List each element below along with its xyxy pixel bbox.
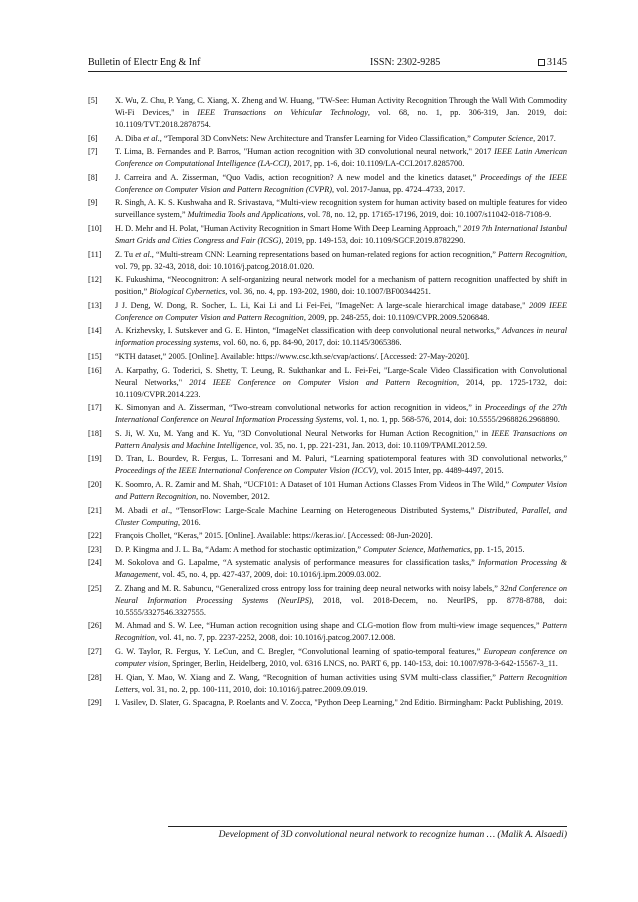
reference-text: , 2009, pp. 248-255, doi: 10.1109/CVPR.2009.5206848. [303,312,490,322]
reference-venue: Biological Cybernetics [149,287,226,297]
reference-item [88,274,567,298]
reference-venue: Pattern Recognition [498,249,565,259]
reference-text: T. Lima, B. Fernandes and P. Barros, "Human action recognition with 3D convolutional neural network," 2017 [115,147,495,157]
reference-text: ., “Multi-stream CNN: Learning representations based on human-related regions for action recognition,” [149,249,499,259]
reference-text: , vol. 2015 Inter, pp. 4489-4497, 2015. [376,466,504,476]
reference-item [88,620,567,644]
reference-venue: Multimedia Tools and Applications [187,210,304,220]
reference-text: K. Soomro, A. R. Zamir and M. Shah, “UCF101: A Dataset of 101 Human Actions Classes From Videos in The Wild,” [115,479,512,489]
reference-text: I. Vasilev, D. Slater, G. Spacagna, P. Roelants and V. Zocca, "Python Deep Learning," 2nd Editio. Birmingham: Packt Publishing, 2019. [115,698,564,708]
reference-item [88,646,567,670]
reference-number: [28] [88,672,102,682]
reference-text: S. Ji, W. Xu, M. Yang and K. Yu, "3D Convolutional Neural Networks for Human Action Recognition," in [115,428,492,438]
reference-text: , no. November, 2012. [196,491,270,501]
reference-venue: IEEE Transactions on Vehicular Technology [197,108,368,117]
reference-item [88,428,567,452]
reference-number: [27] [88,647,102,657]
reference-text: Z. Tu [115,249,136,259]
reference-text: M. Abadi [115,505,152,515]
reference-item [88,365,567,401]
reference-text: M. Sokolova and G. Lapalme, “A systematic analysis of performance measures for classification tasks,” [115,558,479,568]
reference-text: J. Carreira and A. Zisserman, “Quo Vadis, action recognition? A new model and the kinetics dataset,” [115,172,481,182]
reference-item [88,351,567,363]
reference-text: , pp. 1-15, 2015. [470,544,525,554]
reference-item [88,544,567,556]
reference-text: , 2017, pp. 1-6, doi: 10.1109/LA-CCI.2017.8285700. [289,159,465,169]
reference-number: [23] [88,544,102,554]
reference-item [88,249,567,273]
reference-text: ., “Temporal 3D ConvNets: New Architecture and Transfer Learning for Video Classification,” [157,133,473,143]
reference-item [88,223,567,247]
reference-text: R. Singh, A. K. S. Kushwaha and R. Srivastava, “Multi-view recognition system for human activity based on multiple features for video surveillance system,” [115,198,567,220]
reference-item [88,300,567,324]
reference-text: H. Qian, Y. Mao, W. Xiang and Z. Wang, “Recognition of human activities using SVM multi-class classifier,” [115,672,500,682]
reference-venue: Proceedings of the 27th International Conference on Neural Information Processing Systems [115,403,567,425]
page-number-group [538,57,567,68]
reference-number: [16] [88,365,102,375]
reference-item [88,672,567,696]
reference-text: , vol. 1, no. 1, pp. 568-576, 2014, doi: 10.5555/2968826.2968890. [341,415,560,425]
reference-number: [26] [88,621,102,631]
reference-number: [17] [88,403,102,413]
reference-text: A. Diba [115,133,144,143]
reference-number: [5] [88,96,98,105]
reference-venue: et al [135,249,150,259]
page-number: 3145 [547,57,567,68]
reference-text: , 2017. [533,133,556,143]
reference-venue: 2014 IEEE Conference on Computer Vision and Pattern Recognition [189,377,457,387]
reference-text: K. Simonyan and A. Zisserman, “Two-stream convolutional networks for action recognition in videos,” in [115,403,485,413]
reference-item [88,697,567,709]
reference-number: [14] [88,326,102,336]
reference-venue: 2009 IEEE Conference on Computer Vision and Pattern Recognition [115,300,568,322]
reference-text: D. P. Kingma and J. L. Ba, “Adam: A method for stochastic optimization,” [115,544,364,554]
square-icon [538,59,545,66]
reference-item [88,402,567,426]
reference-text: , vol. 68, no. 1, pp. 306-319, Jan. 2019, doi: 10.1109/TVT.2018.2878754. [115,108,568,129]
reference-number: [11] [88,249,102,259]
running-footer: Development of 3D convolutional neural network to recognize human … (Malik A. Alsaedi) [168,826,567,840]
reference-item [88,479,567,503]
reference-number: [6] [88,133,98,143]
reference-number: [19] [88,454,102,464]
reference-venue: et al [143,133,158,143]
reference-text: M. Ahmad and S. W. Lee, “Human action recognition using shape and CLG-motion flow from multi-view image sequences,” [115,621,543,631]
reference-number: [22] [88,531,102,541]
reference-venue: Proceedings of the IEEE Conference on Computer Vision and Pattern Recognition (CVPR) [115,172,567,194]
reference-venue: Information Processing & Management [115,558,567,580]
reference-number: [18] [88,428,102,438]
reference-number: [20] [88,479,102,489]
reference-venue: et al [151,505,168,515]
reference-text: X. Wu, Z. Chu, P. Yang, C. Xiang, X. Zheng and W. Huang, "TW-See: Human Activity Recognition Through the Wall With Commodity Wi-Fi Devices," in [115,96,567,117]
reference-number: [21] [88,505,102,515]
reference-venue: Computer Science, Mathematics [363,544,471,554]
reference-number: [25] [88,583,102,593]
reference-number: [12] [88,275,102,285]
reference-text: François Chollet, “Keras,” 2015. [Online]. Available: https://keras.io/. [Accessed: 08-Jun-2020]. [115,531,433,541]
reference-text: “KTH dataset,” 2005. [Online]. Available: https://www.csc.kth.se/cvap/actions/. [Accessed: 27-May-2020]. [115,351,470,361]
reference-text: , vol. 79, pp. 32-43, 2018, doi: 10.1016/j.patcog.2018.01.020. [115,249,568,271]
reference-text: , 2018, vol. 2018-Decem, no. NeurIPS, pp. 8778-8788, doi: 10.5555/3327546.3327555. [115,595,567,617]
reference-text: , 2016. [178,517,201,527]
reference-text: G. W. Taylor, R. Fergus, Y. LeCun, and C. Bregler, “Convolutional learning of spatio-temporal features,” [115,647,484,657]
reference-item [88,583,567,619]
reference-item [88,95,567,131]
reference-number: [24] [88,558,102,568]
reference-number: [7] [88,147,98,157]
reference-number: [8] [88,172,98,182]
reference-venue: Pattern Recognition [115,621,567,643]
reference-text: , vol. 78, no. 12, pp. 17165-17196, 2019, doi: 10.1007/s11042-018-7108-9. [303,210,552,220]
reference-venue: IEEE Transactions on Pattern Analysis and Machine Intelligence [115,428,567,450]
reference-venue: Advances in neural information processing systems [115,326,567,348]
reference-text: , vol. 45, no. 4, pp. 427-437, 2009, doi: 10.1016/j.ipm.2009.03.002. [158,570,382,580]
reference-item [88,146,567,170]
reference-text: H. D. Mehr and H. Polat, "Human Activity Recognition in Smart Home With Deep Learning Approach," [115,223,464,233]
reference-text: , 2014, pp. 1725-1732, doi: 10.1109/CVPR.2014.223. [115,377,567,399]
reference-item [88,557,567,581]
reference-text: , vol. 2017-Janua, pp. 4724–4733, 2017. [331,184,466,194]
running-header [88,57,567,72]
reference-text: D. Tran, L. Bourdev, R. Fergus, L. Torresani and M. Paluri, “Learning spatiotemporal features with 3D convolutional networks,” [115,454,567,464]
reference-venue: 32nd Conference on Neural Information Processing Systems (NeurIPS) [115,583,567,605]
reference-text: , vol. 36, no. 4, pp. 193-202, 1980, doi: 10.1007/BF00344251. [225,287,431,297]
reference-number: [13] [88,300,102,310]
reference-venue: 2019 7th International Istanbul Smart Grids and Cities Congress and Fair (ICSG) [115,223,568,245]
reference-venue: European conference on computer vision [115,647,567,669]
reference-venue: Computer Vision and Pattern Recognition [115,479,567,501]
reference-text: , 2019, pp. 149-153, doi: 10.1109/SGCF.2019.8782290. [281,235,466,245]
reference-text: ., “TensorFlow: Large-Scale Machine Learning on Heterogeneous Distributed Systems,” [167,505,479,515]
reference-item [88,133,567,145]
reference-venue: IEEE Latin American Conference on Computational Intelligence (LA-CCI) [115,147,568,169]
reference-text: , vol. 31, no. 2, pp. 100-111, 2010, doi: 10.1016/j.patrec.2009.09.019. [137,684,368,694]
reference-venue: Proceedings of the IEEE International Conference on Computer Vision (ICCV) [115,466,377,476]
reference-text: Z. Zhang and M. R. Sabuncu, “Generalized cross entropy loss for training deep neural networks with noisy labels,” [115,583,501,593]
reference-text: , Springer, Berlin, Heidelberg, 2010, vol. 6316 LNCS, no. PART 6, pp. 140-153, doi: 10.1007/978-3-642-15567-3_11. [167,659,558,669]
reference-item [88,530,567,542]
reference-text: A. Karpathy, G. Toderici, S. Shetty, T. Leung, R. Sukthankar and L. Fei-Fei, "Large-Scale Video Classification with Convolutional Neural Networks," [115,365,567,387]
reference-item [88,453,567,477]
reference-text: , vol. 60, no. 6, pp. 84-90, 2017, doi: 10.1145/3065386. [218,338,402,348]
issn: ISSN: 2302-9285 [370,57,441,68]
reference-text: K. Fukushima, “Neocognitron: A self-organizing neural network model for a mechanism of pattern recognition unaffected by shift in position,” [115,275,567,297]
reference-text: , vol. 35, no. 1, pp. 221-231, Jan. 2013, doi: 10.1109/TPAMI.2012.59. [255,440,488,450]
reference-text: J J. Deng, W. Dong, R. Socher, L. Li, Kai Li and Li Fei-Fei, "ImageNet: A large-scale hierarchical image database," [115,300,530,310]
reference-number: [15] [88,351,102,361]
reference-venue: Pattern Recognition Letters [115,672,567,694]
reference-number: [9] [88,198,98,208]
reference-item [88,325,567,349]
reference-text: , vol. 41, no. 7, pp. 2237-2252, 2008, doi: 10.1016/j.patcog.2007.12.008. [154,633,396,643]
reference-number: [10] [88,223,102,233]
reference-list [88,95,567,711]
reference-venue: Computer Science [472,133,534,143]
journal-name: Bulletin of Electr Eng & Inf [88,57,201,68]
reference-number: [29] [88,698,102,708]
reference-item [88,505,567,529]
reference-text: A. Krizhevsky, I. Sutskever and G. E. Hinton, “ImageNet classification with deep convolutional neural networks,” [115,326,503,336]
reference-item [88,197,567,221]
reference-venue: Distributed, Parallel, and Cluster Computing [115,505,567,527]
reference-item [88,172,567,196]
